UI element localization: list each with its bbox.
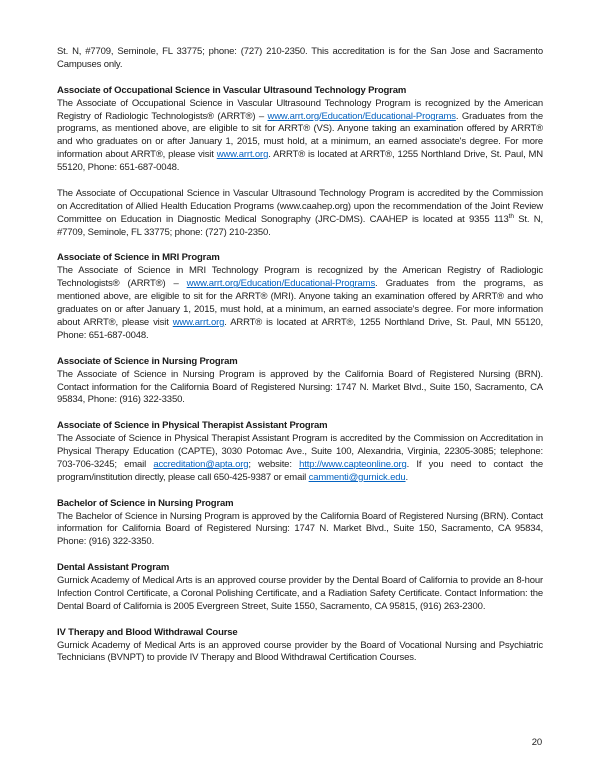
text-run: St. N, #7709, Seminole, FL 33775; phone: (727) 210-2350. This accreditation is for the San Jose and Sacramento Campuses only. [57,46,543,70]
text-run: The Associate of Occupational Science in Vascular Ultrasound Technology Program is accredited by the Commission on Accreditation of Allied Health Education Programs (www.caahep.org) upon the recommendation of the Joint Review Committee on Education in Diagnostic Medical Sonography (JRC-DMS). CAAHEP is located at 9355 113 [57,187,543,225]
text-run: The Associate of Science in Nursing Program is approved by the California Board of Registered Nursing (BRN). Contact information for the California Board of Registered Nursing: 1747 N. Market Blvd., Suite 150, Sacramento, CA 95834, Phone: (916) 322-3350. [57,368,543,406]
hyperlink[interactable]: cammenti@gurnick.edu [308,471,406,483]
paragraph [57,575,543,614]
text-run: The Associate of Science in Physical Therapist Assistant Program is accredited by the Commission on Accreditation in Physical Therapy Education (CAPTE), 3030 Potomac Ave., Suite 100, Alexandria, Virginia, 22305-3085; telephone: 703-706-3245; email [57,433,543,470]
hyperlink[interactable]: http://www.capteonline.org [299,458,407,470]
paragraph [57,46,543,72]
page-number: 20 [531,737,542,749]
text-run: St. N, #7709, Seminole, FL 33775; phone: (727) 210-2350. [57,213,543,238]
text-run: The Associate of Occupational Science in Vascular Ultrasound Technology Program is recognized by the American Registry of Radiologic Technologists® (ARRT®) – [57,97,543,122]
text-run: Gurnick Academy of Medical Arts is an approved course provider by the Board of Vocational Nursing and Psychiatric Technicians (BVNPT) to provide IV Therapy and Blood Withdrawal Certification Courses. [57,639,543,664]
text-run: . If you need to contact the program/institution directly, please call 650-425-9387 or email [57,458,543,483]
section-continuation [57,46,543,72]
hyperlink[interactable]: www.arrt.org [172,316,225,328]
text-run: . Graduates from the programs, as mentioned above, are eligible to sit for the ARRT® (MRI). Anyone taking an examination offered by ARRT® and who graduates on or after January 1, 2015, must hold, at a minimum, an earned associate's degree. For more information about ARRT®, please visit [57,278,544,328]
text-run: Gurnick Academy of Medical Arts is an approved course provider by the Dental Board of California to provide an 8-hour Infection Control Certificate, a Coronal Polishing Certificate, and a Radiation Safety Certificate. Contact Information: the Dental Board of California is 2005 Evergreen Street, Suite 1550, Sacramento, CA 95815, (916) 263-2300. [57,575,543,612]
paragraph [57,98,543,175]
paragraph [57,433,543,485]
paragraph [57,369,543,408]
hyperlink[interactable]: www.arrt.org [216,149,269,161]
text-run: . ARRT® is located at ARRT®, 1255 Northland Drive, St. Paul, MN 55120, Phone: 651-687-0048. [57,149,543,174]
text-run: . ARRT® is located at ARRT®, 1255 Northland Drive, St. Paul, MN 55120, Phone: 651-687-0048. [57,316,543,341]
text-run: The Associate of Science in MRI Technology Program is recognized by the American Registry of Radiologic Technologists® (ARRT®) – [57,265,543,290]
section-heading: Dental Assistant Program [57,562,170,574]
hyperlink[interactable]: www.arrt.org/Education/Educational-Programs [267,110,456,122]
section-vascular-ultrasound-program [57,85,543,240]
section-heading: Associate of Occupational Science in Vascular Ultrasound Technology Program [57,84,407,96]
section-heading: Associate of Science in Nursing Program [57,355,238,367]
superscript: th [508,212,514,220]
section-heading: Associate of Science in MRI Program [57,252,220,264]
section-heading: IV Therapy and Blood Withdrawal Course [57,626,238,638]
text-run: The Bachelor of Science in Nursing Program is approved by the California Board of Registered Nursing (BRN). Contact information for California Board of Registered Nursing: 1747 N. Market Blvd., Suite 150, Sacramento, CA 95834, Phone: (916) 322-3350. [57,510,543,548]
section-asn-program [57,356,543,408]
text-run: ; website: [248,458,300,470]
hyperlink[interactable]: accreditation@apta.org [153,458,249,470]
section-mri-program [57,252,543,342]
paragraph [57,188,543,240]
paragraph [57,640,543,666]
section-heading: Bachelor of Science in Nursing Program [57,497,234,509]
text-run: . [405,471,409,483]
paragraph [57,511,543,550]
section-pta-program [57,420,543,485]
text-run: . Graduates from the programs, as mentioned above, are eligible to sit for ARRT® (VS). Anyone taking an examination offered by ARRT® and who graduates on or after January 1, 2015, must hold, at a minimum, an earned associate's degree. For more information about ARRT®, please visit [57,110,544,161]
section-dental-assistant-program [57,562,543,614]
section-bsn-program [57,498,543,550]
section-heading: Associate of Science in Physical Therapist Assistant Program [57,420,328,432]
section-iv-therapy-course [57,627,543,666]
paragraph [57,265,543,342]
hyperlink[interactable]: www.arrt.org/Education/Educational-Programs [186,278,376,290]
